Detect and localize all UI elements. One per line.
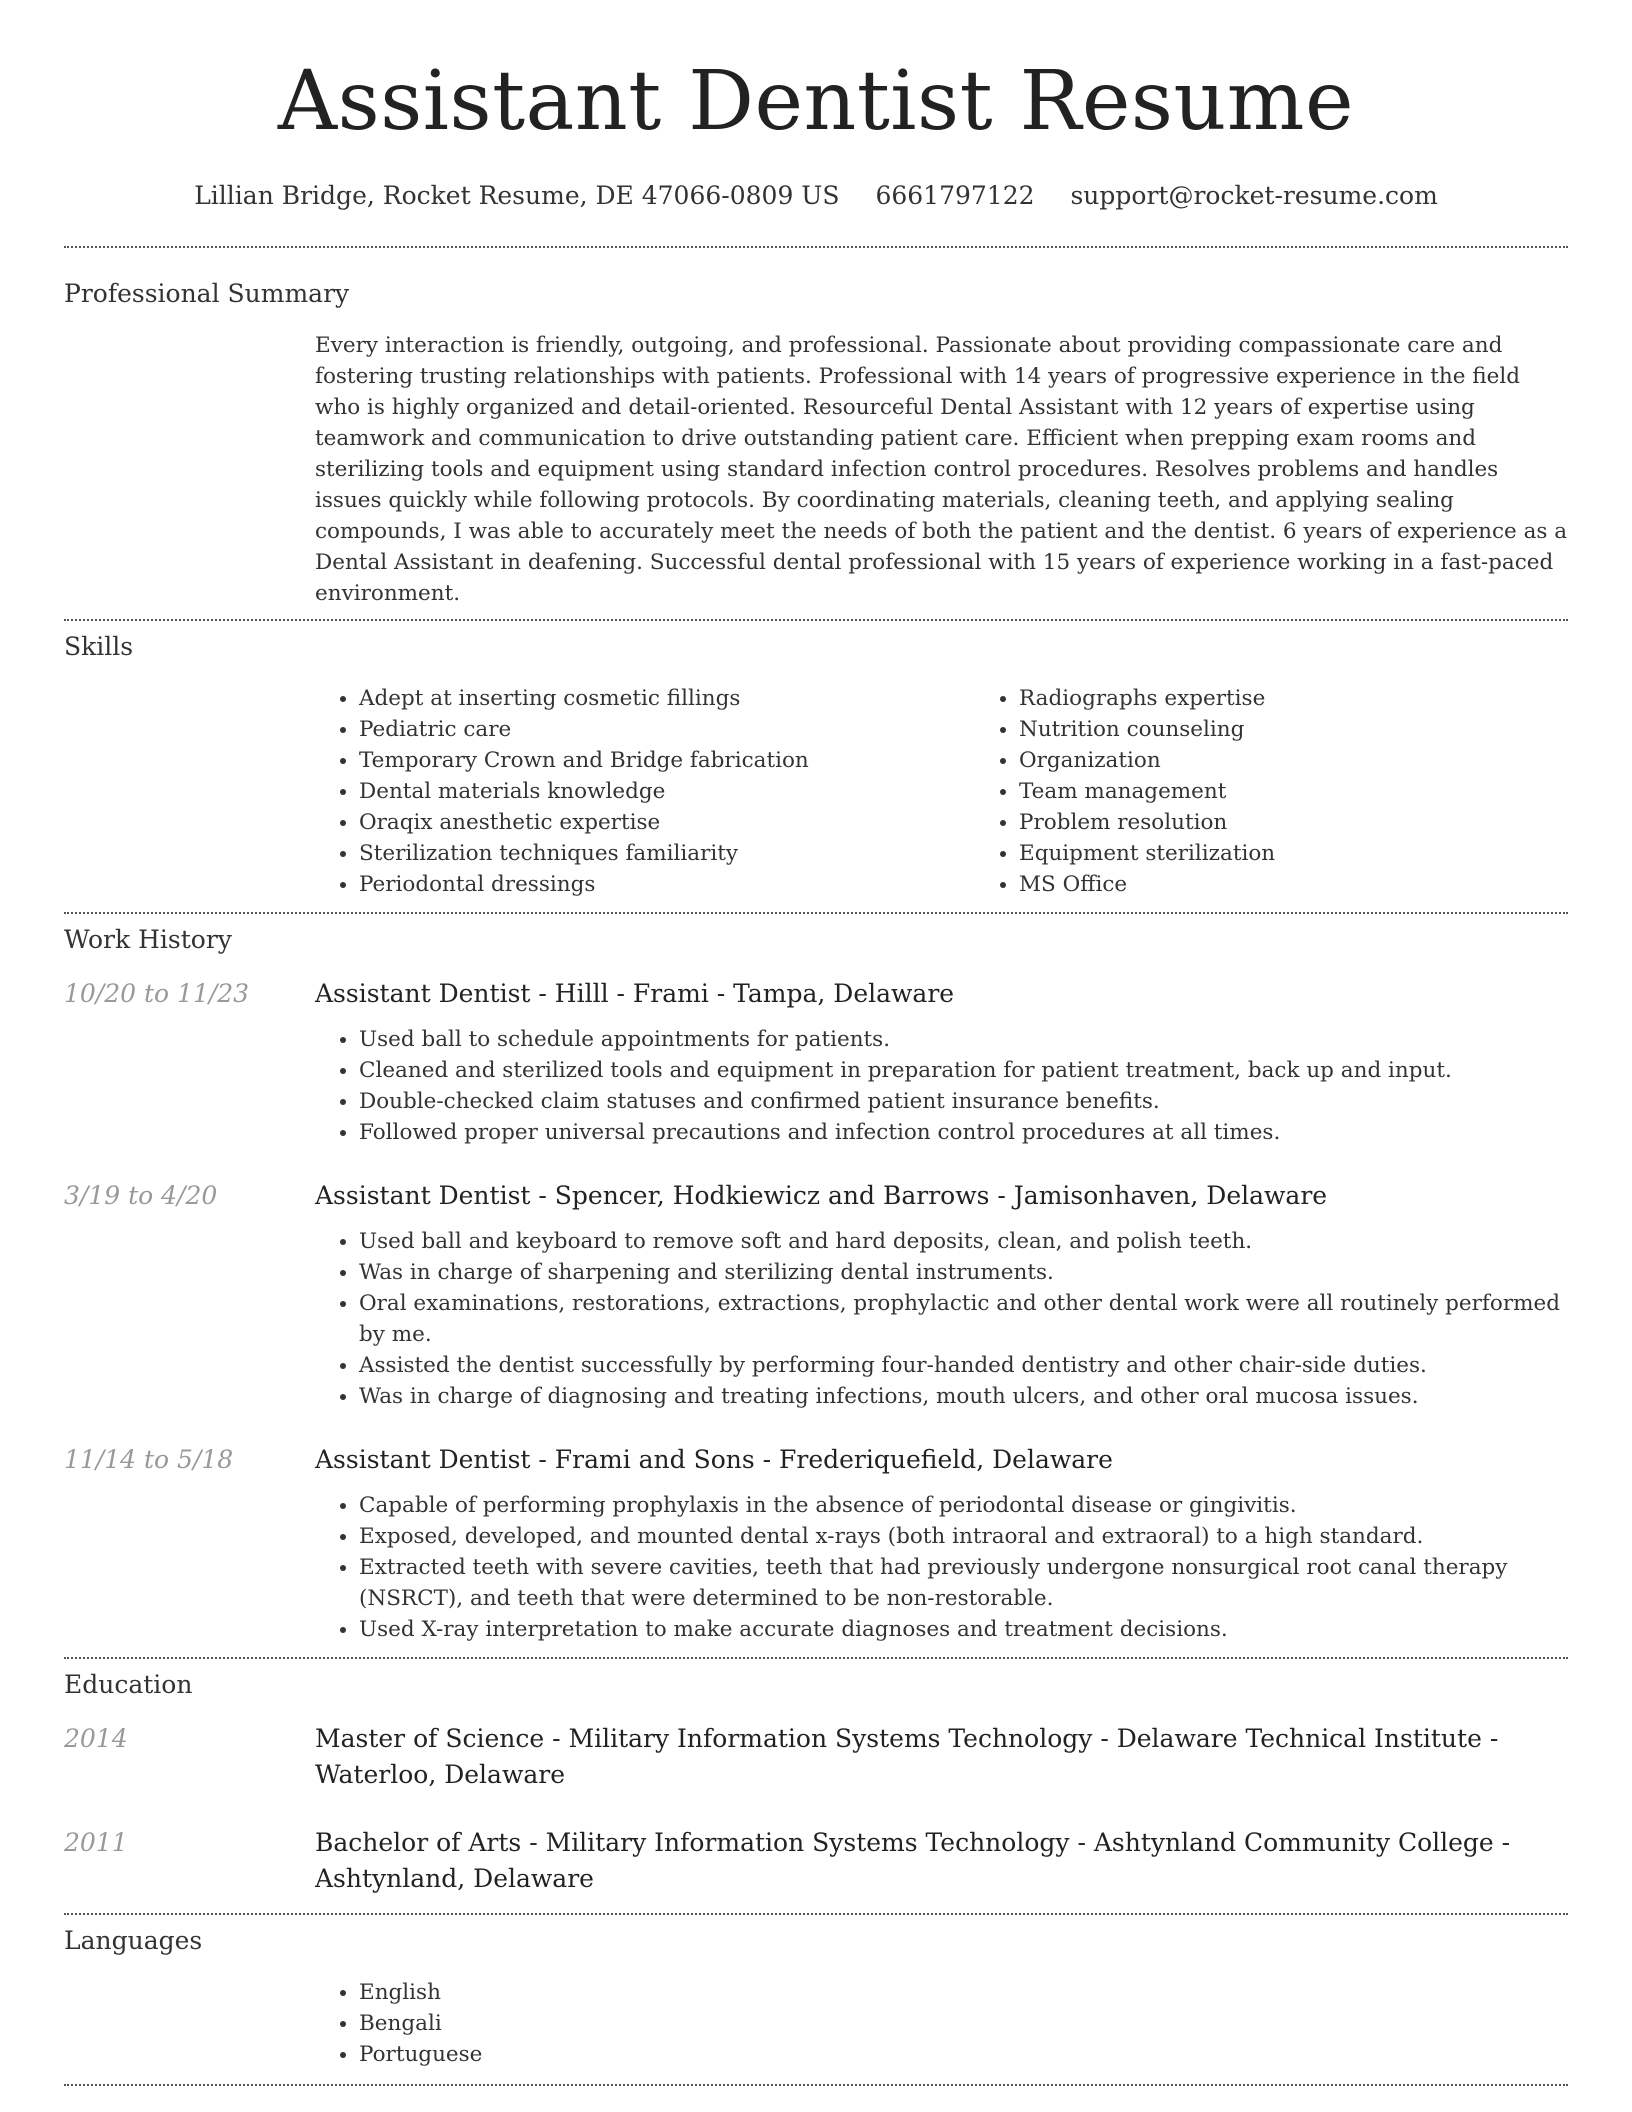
job-entry xyxy=(64,1178,1568,1412)
education-year: 2011 xyxy=(64,1828,128,1857)
skill-item: • Organization xyxy=(1019,745,1632,776)
job-body xyxy=(315,976,1568,1148)
job-entry xyxy=(64,976,1568,1148)
skill-item: • Pediatric care xyxy=(359,714,975,745)
skill-item: • Temporary Crown and Bridge fabrication xyxy=(359,745,975,776)
job-entry xyxy=(64,1442,1568,1645)
job-heading: Assistant Dentist - Frami and Sons - Frederiquefield, Delaware xyxy=(315,1445,1113,1474)
job-bullet: • Extracted teeth with severe cavities, teeth that had previously undergone nonsurgical root canal therapy (NSRCT), and teeth that were determined to be non-restorable. xyxy=(359,1552,1568,1614)
skill-item: • Team management xyxy=(1019,776,1632,807)
skills-grid xyxy=(315,683,1568,900)
language-item: • Bengali xyxy=(359,2008,1568,2039)
education-entry xyxy=(64,1721,1568,1793)
skill-item: • Sterilization techniques familiarity xyxy=(359,838,975,869)
education-section xyxy=(64,1659,1568,1913)
job-bullet: • Used ball to schedule appointments for patients. xyxy=(359,1024,1568,1055)
skill-item: • Periodontal dressings xyxy=(359,869,975,900)
job-bullet: • Used X-ray interpretation to make accurate diagnoses and treatment decisions. xyxy=(359,1614,1568,1645)
job-heading: Assistant Dentist - Spencer, Hodkiewicz and Barrows - Jamisonhaven, Delaware xyxy=(315,1181,1328,1210)
job-bullet: • Double-checked claim statuses and confirmed patient insurance benefits. xyxy=(359,1086,1568,1117)
skill-item: • Nutrition counseling xyxy=(1019,714,1632,745)
education-detail: Master of Science - Military Information Systems Technology - Delaware Technical Institute - Waterloo, Delaware xyxy=(315,1724,1499,1789)
contact-email: support@rocket-resume.com xyxy=(1070,181,1438,210)
education-year: 2014 xyxy=(64,1724,128,1753)
job-bullets xyxy=(315,1226,1568,1412)
summary-text: Every interaction is friendly, outgoing, and professional. Passionate about providing compassionate care and fostering trusting relationships with patients. Professional with 14 years of progressive experience in the field who is highly organized and detail-oriented. Resourceful Dental Assistant with 12 years of expertise using teamwork and communication to drive outstanding patient care. Efficient when prepping exam rooms and sterilizing tools and equipment using standard infection control procedures. Resolves problems and handles issues quickly while following protocols. By coordinating materials, cleaning teeth, and applying sealing compounds, I was able to accurately meet the needs of both the patient and the dentist. 6 years of experience as a Dental Assistant in deafening. Successful dental professional with 15 years of experience working in a fast-paced environment. xyxy=(315,333,1568,606)
job-bullet: • Cleaned and sterilized tools and equipment in preparation for patient treatment, back up and input. xyxy=(359,1055,1568,1086)
education-entry xyxy=(64,1825,1568,1897)
languages-heading: Languages xyxy=(64,1926,203,1955)
job-bullet: • Oral examinations, restorations, extractions, prophylactic and other dental work were all routinely performed by me. xyxy=(359,1288,1568,1350)
languages-section xyxy=(64,1915,1568,2084)
job-bullet: • Was in charge of sharpening and sterilizing dental instruments. xyxy=(359,1257,1568,1288)
job-bullet: • Assisted the dentist successfully by performing four-handed dentistry and other chair-side duties. xyxy=(359,1350,1568,1381)
skill-item: • Dental materials knowledge xyxy=(359,776,975,807)
work-section xyxy=(64,914,1568,1657)
job-bullet: • Followed proper universal precautions and infection control procedures at all times. xyxy=(359,1117,1568,1148)
job-dates: 11/14 to 5/18 xyxy=(64,1445,234,1474)
skills-list-left xyxy=(315,683,975,900)
contact-phone: 6661797122 xyxy=(875,181,1035,210)
education-detail: Bachelor of Arts - Military Information Systems Technology - Ashtynland Community College - Ashtynland, Delaware xyxy=(315,1828,1511,1893)
page-title: Assistant Dentist Resume xyxy=(277,54,1355,149)
summary-section xyxy=(64,248,1568,619)
skills-list-right xyxy=(975,683,1632,900)
skill-item: • MS Office xyxy=(1019,869,1632,900)
skill-item: • Problem resolution xyxy=(1019,807,1632,838)
job-heading: Assistant Dentist - Hilll - Frami - Tampa, Delaware xyxy=(315,979,955,1008)
job-bullet: • Used ball and keyboard to remove soft and hard deposits, clean, and polish teeth. xyxy=(359,1226,1568,1257)
skill-item: • Equipment sterilization xyxy=(1019,838,1632,869)
job-dates: 10/20 to 11/23 xyxy=(64,979,250,1008)
contact-address: Lillian Bridge, Rocket Resume, DE 47066-0809 US xyxy=(194,181,840,210)
job-bullet: • Capable of performing prophylaxis in the absence of periodontal disease or gingivitis. xyxy=(359,1490,1568,1521)
education-heading: Education xyxy=(64,1670,193,1699)
job-bullet: • Exposed, developed, and mounted dental x-rays (both intraoral and extraoral) to a high standard. xyxy=(359,1521,1568,1552)
skill-item: • Radiographs expertise xyxy=(1019,683,1632,714)
contact-line xyxy=(64,180,1568,212)
skills-heading: Skills xyxy=(64,632,134,661)
work-heading: Work History xyxy=(64,925,232,954)
section-divider xyxy=(64,2084,1568,2086)
language-item: • English xyxy=(359,1977,1568,2008)
job-bullet: • Was in charge of diagnosing and treating infections, mouth ulcers, and other oral mucosa issues. xyxy=(359,1381,1568,1412)
skill-item: • Oraqix anesthetic expertise xyxy=(359,807,975,838)
job-body xyxy=(315,1442,1568,1645)
language-item: • Portuguese xyxy=(359,2039,1568,2070)
skills-section xyxy=(64,621,1568,912)
languages-list xyxy=(315,1977,1568,2070)
job-bullets xyxy=(315,1490,1568,1645)
job-dates: 3/19 to 4/20 xyxy=(64,1181,218,1210)
job-bullets xyxy=(315,1024,1568,1148)
skill-item: • Adept at inserting cosmetic fillings xyxy=(359,683,975,714)
job-body xyxy=(315,1178,1568,1412)
summary-heading: Professional Summary xyxy=(64,279,350,308)
